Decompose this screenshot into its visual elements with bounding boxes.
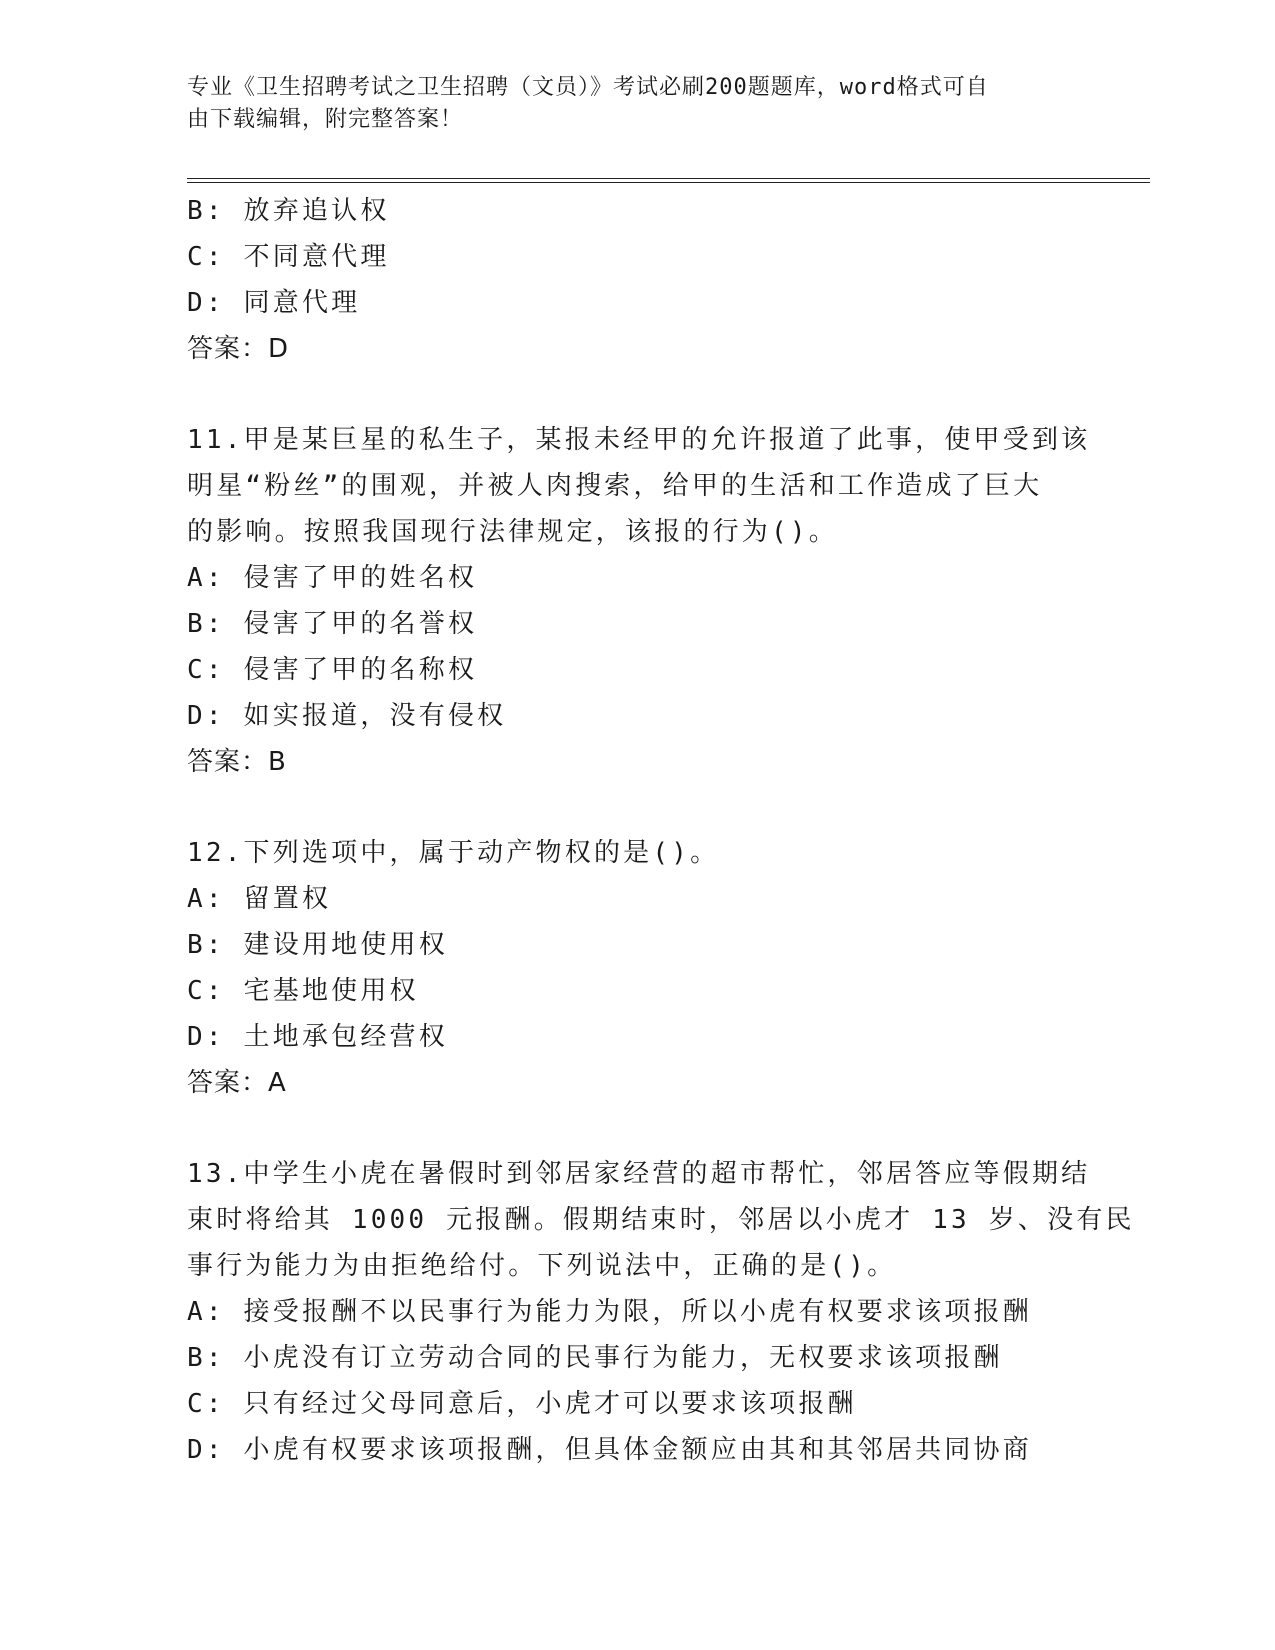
option-c: C: 只有经过父母同意后，小虎才可以要求该项报酬 <box>187 1389 857 1419</box>
option-c: C: 不同意代理 <box>187 242 390 272</box>
question-stem-line: 明星“粉丝”的围观，并被人肉搜索，给甲的生活和工作造成了巨大 <box>187 471 1043 501</box>
question-stem-line: 11.甲是某巨星的私生子，某报未经甲的允许报道了此事，使甲受到该 <box>187 425 1091 455</box>
option-b: B: 建设用地使用权 <box>187 930 448 960</box>
option-a: A: 侵害了甲的姓名权 <box>187 563 478 593</box>
option-d: D: 如实报道，没有侵权 <box>187 701 507 731</box>
option-c: C: 侵害了甲的名称权 <box>187 655 478 685</box>
header-title-line-1: 专业《卫生招聘考试之卫生招聘（文员）》考试必刷200题题库，word格式可自 <box>187 75 989 100</box>
option-d: D: 同意代理 <box>187 288 361 318</box>
answer-line: 答案：D <box>187 334 290 364</box>
spacer <box>187 372 1087 417</box>
question-10-continued <box>187 188 1087 372</box>
question-stem-line: 束时将给其 1000 元报酬。假期结束时，邻居以小虎才 13 岁、没有民 <box>187 1205 1135 1235</box>
question-stem-line: 13.中学生小虎在暑假时到邻居家经营的超市帮忙，邻居答应等假期结 <box>187 1159 1091 1189</box>
option-a: A: 留置权 <box>187 884 332 914</box>
header-title-line-2: 由下载编辑，附完整答案！ <box>187 107 464 132</box>
option-d: D: 土地承包经营权 <box>187 1022 448 1052</box>
spacer <box>187 785 1087 830</box>
option-a: A: 接受报酬不以民事行为能力为限，所以小虎有权要求该项报酬 <box>187 1297 1032 1327</box>
header-divider <box>187 178 1150 183</box>
question-13 <box>187 1151 1135 1473</box>
question-stem-line: 的影响。按照我国现行法律规定，该报的行为()。 <box>187 517 838 547</box>
question-12 <box>187 830 1087 1106</box>
option-d: D: 小虎有权要求该项报酬，但具体金额应由其和其邻居共同协商 <box>187 1435 1032 1465</box>
option-b: B: 小虎没有订立劳动合同的民事行为能力，无权要求该项报酬 <box>187 1343 1003 1373</box>
answer-line: 答案：B <box>187 747 287 777</box>
option-b: B: 侵害了甲的名誉权 <box>187 609 478 639</box>
option-b: B: 放弃追认权 <box>187 196 390 226</box>
option-c: C: 宅基地使用权 <box>187 976 419 1006</box>
question-stem-line: 事行为能力为由拒绝给付。下列说法中，正确的是()。 <box>187 1251 897 1281</box>
question-stem-line: 12.下列选项中，属于动产物权的是()。 <box>187 838 720 868</box>
document-body <box>187 188 1135 1473</box>
question-11 <box>187 417 1091 785</box>
answer-line: 答案：A <box>187 1068 287 1098</box>
document-header <box>187 72 1087 136</box>
spacer <box>187 1106 1087 1151</box>
